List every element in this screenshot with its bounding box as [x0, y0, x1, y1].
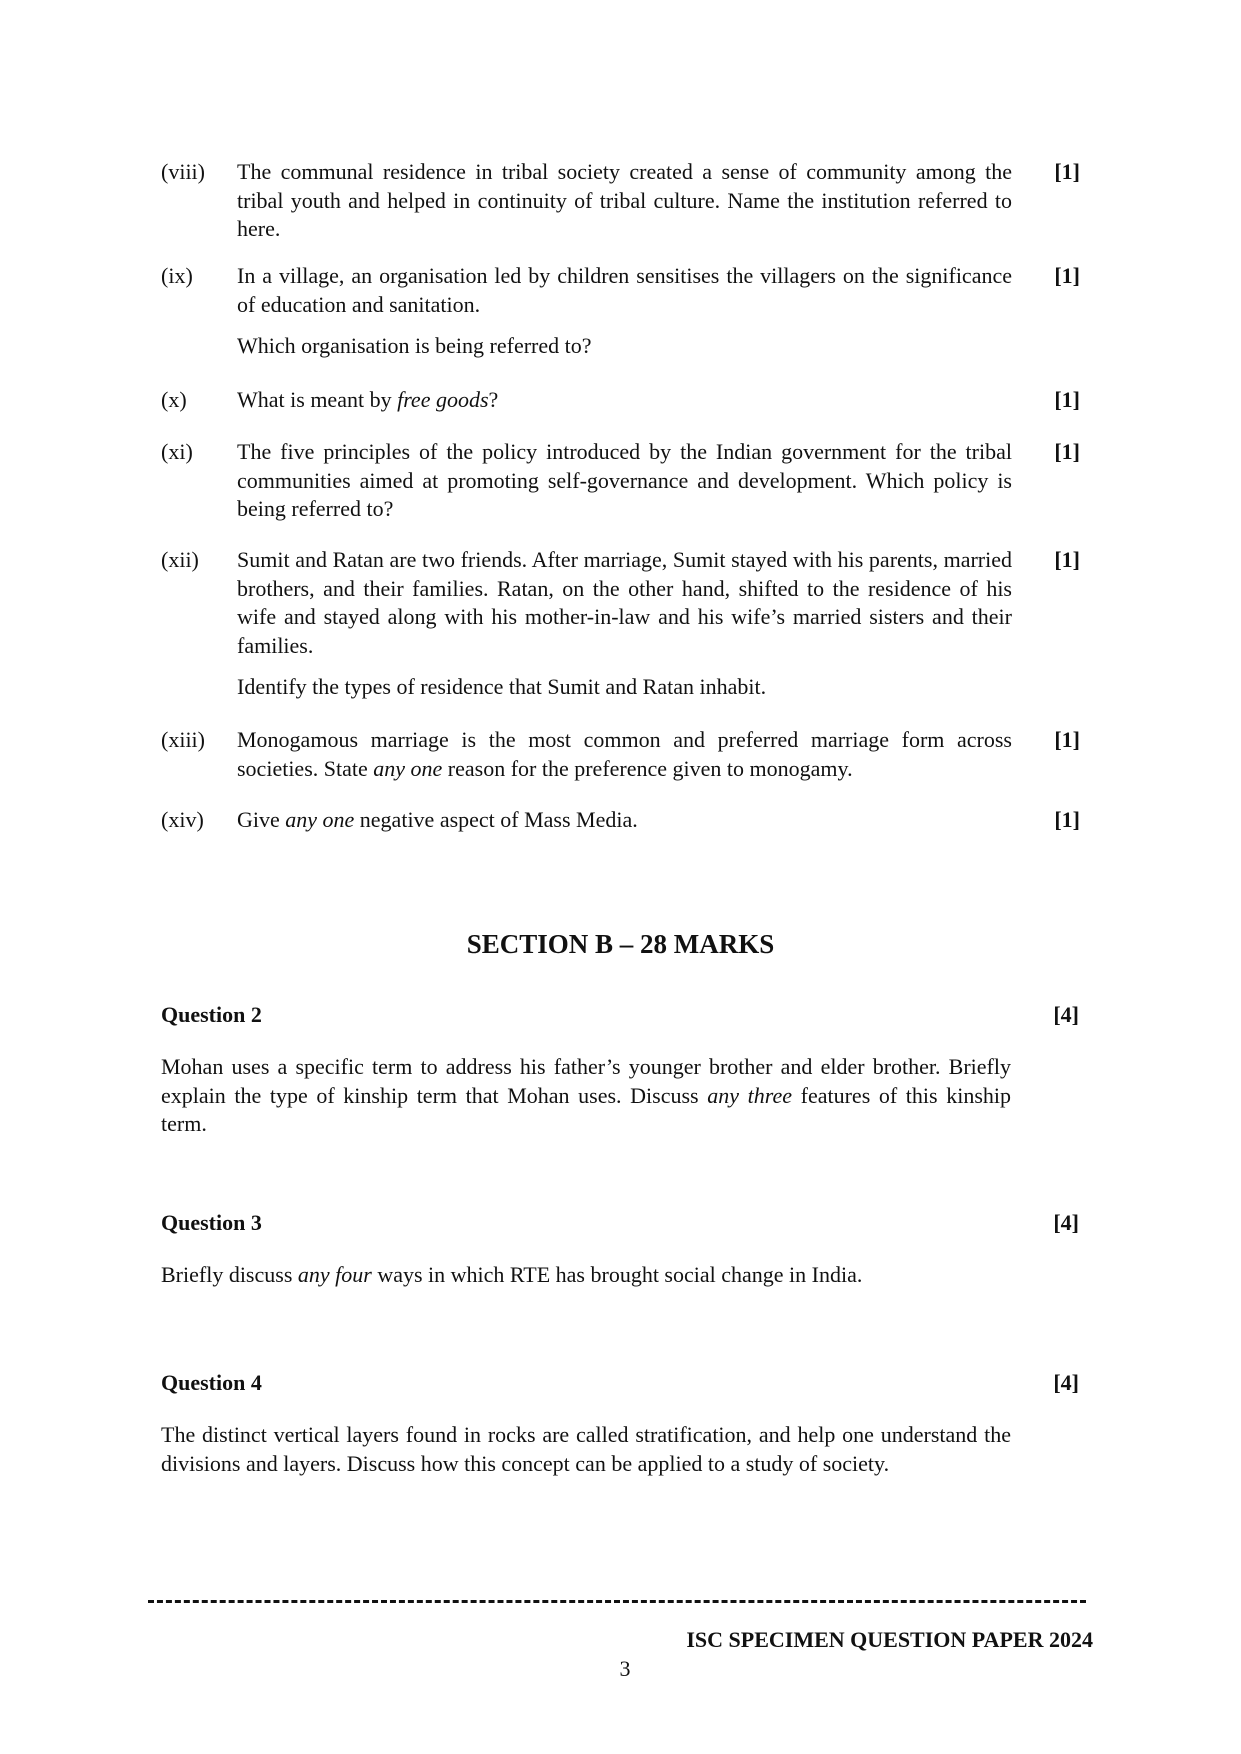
- page-number: 3: [619, 1656, 631, 1681]
- item-number: (ix): [161, 263, 193, 288]
- item-paragraph: Monogamous marriage is the most common and preferred marriage form across societies. State any one reason for the preference given to monogamy.: [237, 727, 1012, 781]
- item-number: (xiii): [161, 727, 205, 752]
- item-text: [237, 726, 1012, 783]
- item-text: [237, 438, 1012, 524]
- marks-badge: [1]: [1054, 159, 1080, 184]
- item-text: [237, 386, 1012, 415]
- emphasis-text: any four: [297, 1262, 372, 1287]
- marks-badge: [4]: [1053, 1210, 1079, 1235]
- item-paragraph: The communal residence in tribal society created a sense of community among the tribal youth and helped in continuity of tribal culture. Name the institution referred to here.: [237, 159, 1012, 241]
- question-4-text: [161, 1421, 1011, 1478]
- question-heading: Question 4: [161, 1370, 262, 1395]
- question-heading: Question 2: [161, 1002, 262, 1027]
- item-number: (xi): [161, 439, 193, 464]
- marks-badge: [1]: [1054, 439, 1080, 464]
- item-paragraph: The five principles of the policy introduced by the Indian government for the tribal communities aimed at promoting self-governance and development. Which policy is being referred to?: [237, 439, 1012, 521]
- question-4-header: [161, 1369, 1079, 1398]
- item-text: [237, 158, 1012, 244]
- footer-paper-title: ISC SPECIMEN QUESTION PAPER 2024: [686, 1627, 1093, 1652]
- marks-badge: [4]: [1053, 1002, 1079, 1027]
- item-number: (xiv): [161, 807, 204, 832]
- question-3-header: [161, 1209, 1079, 1238]
- emphasis-text: any one: [285, 807, 355, 832]
- question-3-text: [161, 1261, 1011, 1290]
- item-paragraph: Which organisation is being referred to?: [237, 333, 592, 358]
- emphasis-text: any three: [707, 1082, 793, 1108]
- item-number: (x): [161, 387, 187, 412]
- question-heading: Question 3: [161, 1210, 262, 1235]
- marks-badge: [1]: [1054, 387, 1080, 412]
- question-paragraph: The distinct vertical layers found in rocks are called stratification, and help one understand the divisions and layers. Discuss how this concept can be applied to a study of society.: [161, 1422, 1011, 1476]
- emphasis-text: free goods: [397, 387, 489, 412]
- question-paragraph: Mohan uses a specific term to address his father’s younger brother and elder brother. Briefly explain the type of kinship term that Mohan uses. Discuss any three features of this kinship term.: [161, 1054, 1011, 1136]
- item-paragraph: What is meant by free goods?: [237, 387, 499, 412]
- question-2-text: [161, 1053, 1011, 1139]
- item-number: (xii): [161, 547, 199, 572]
- marks-badge: [1]: [1054, 547, 1080, 572]
- question-paragraph: Briefly discuss any four ways in which RTE has brought social change in India.: [161, 1262, 863, 1287]
- item-number: (viii): [161, 159, 205, 184]
- marks-badge: [1]: [1054, 807, 1080, 832]
- emphasis-text: any one: [373, 755, 443, 781]
- item-text: [237, 546, 1012, 702]
- marks-badge: [1]: [1054, 727, 1080, 752]
- item-paragraph: Sumit and Ratan are two friends. After marriage, Sumit stayed with his parents, married brothers, and their families. Ratan, on the other hand, shifted to the residence of his wife and stayed along with his mother-in-law and his wife’s married sisters and their families.: [237, 547, 1012, 658]
- item-paragraph: In a village, an organisation led by children sensitises the villagers on the significance of education and sanitation.: [237, 263, 1012, 317]
- marks-badge: [1]: [1054, 263, 1080, 288]
- item-text: [237, 262, 1012, 361]
- marks-badge: [4]: [1053, 1370, 1079, 1395]
- item-paragraph: Give any one negative aspect of Mass Media.: [237, 807, 638, 832]
- footer-dashed-divider: [148, 1600, 1086, 1603]
- section-b-heading: SECTION B – 28 MARKS: [466, 929, 775, 959]
- question-2-header: [161, 1001, 1079, 1030]
- item-text: [237, 806, 1012, 835]
- item-paragraph: Identify the types of residence that Sumit and Ratan inhabit.: [237, 674, 767, 699]
